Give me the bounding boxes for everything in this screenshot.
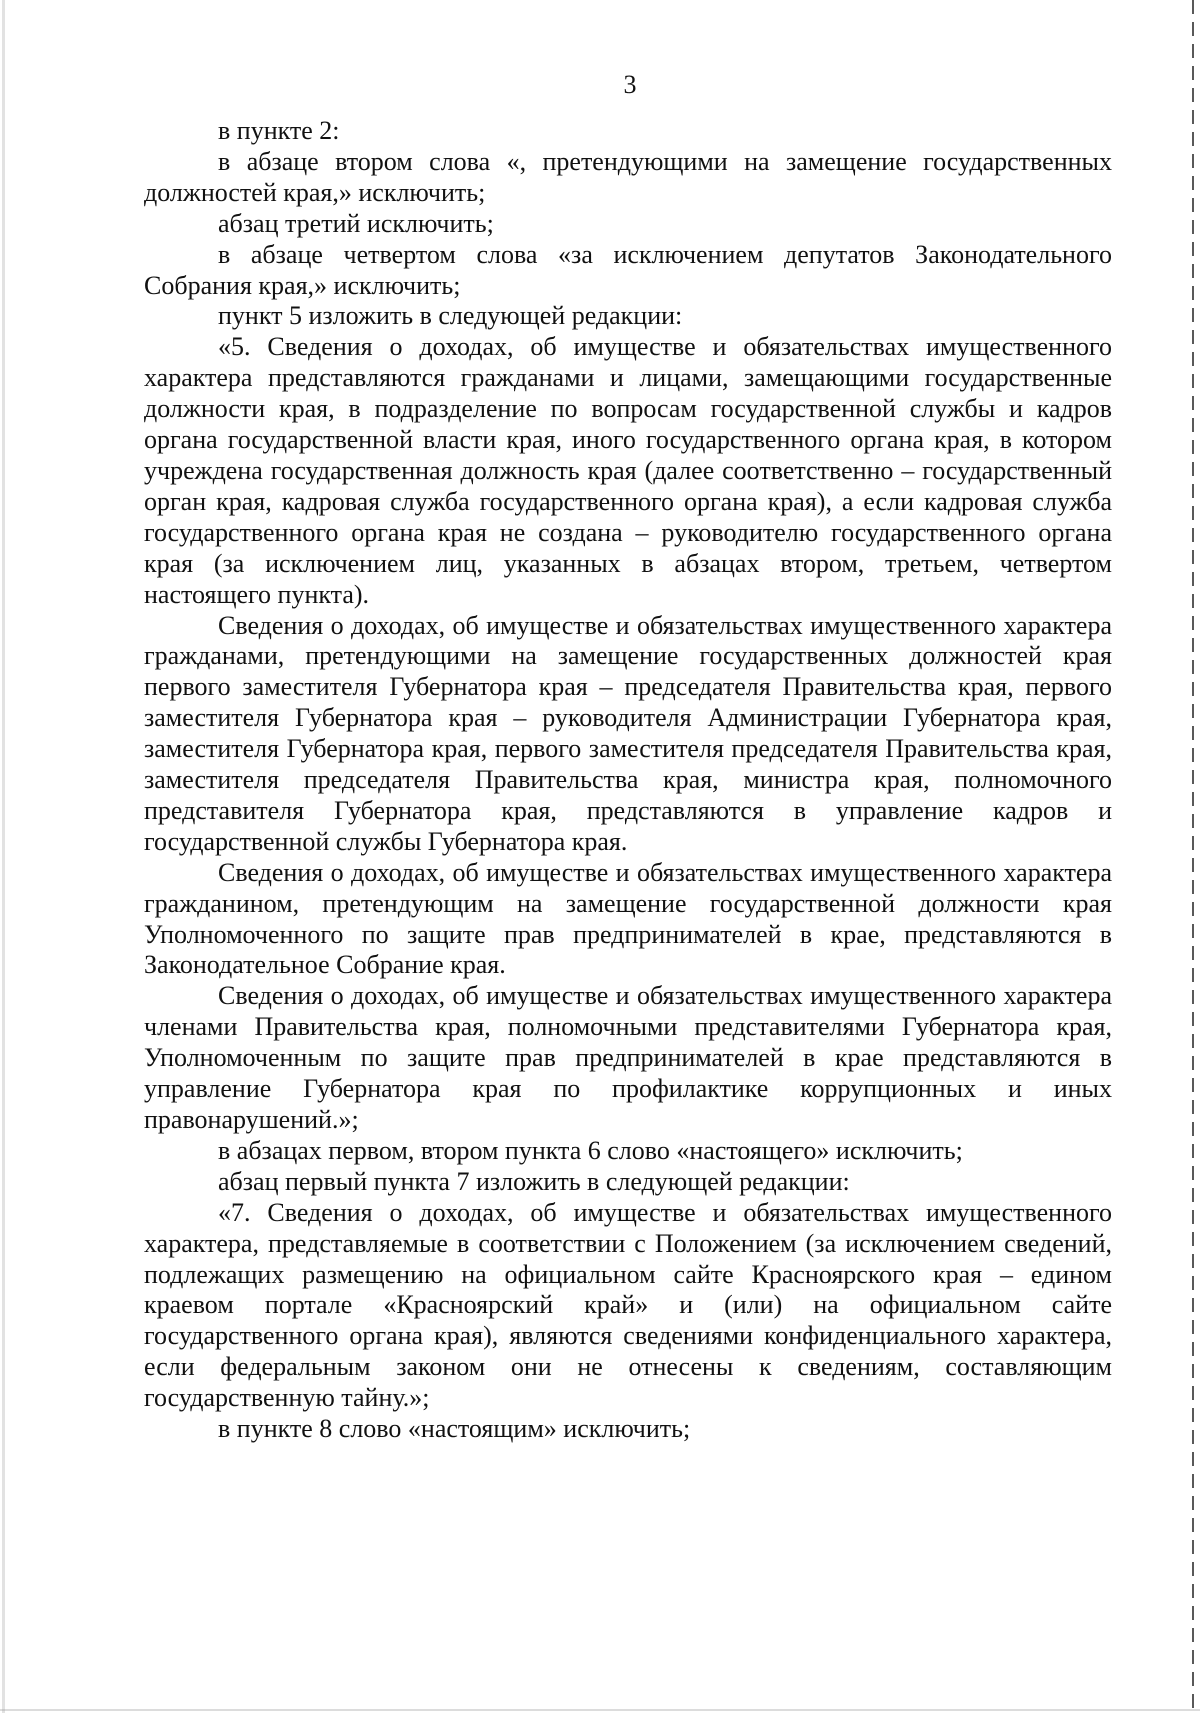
paragraph: абзац первый пункта 7 изложить в следующей редакции: [218,1166,850,1196]
paragraph: пункт 5 изложить в следующей редакции: [218,301,683,331]
paragraph: в абзаце втором слова «, претендующими на замещение государственных должностей края,» исключить; [144,146,1112,207]
paragraph: в абзацах первом, втором пункта 6 слово «настоящего» исключить; [218,1135,963,1165]
paragraph: абзац третий исключить; [218,208,494,238]
scan-border-left [2,0,5,1713]
paragraph: в пункте 8 слово «настоящим» исключить; [218,1414,691,1444]
page-number: 3 [623,70,637,99]
paragraph: Сведения о доходах, об имуществе и обязательствах имущественного характера гражданами, претендующими на замещение государственных должностей края первого заместителя Губернатора края – председателя Правительства края, первого заместителя Губернатора края – руководителя Администрации Губернатора края, заместителя Губернатора края, первого заместителя председателя Правительства края, заместителя председателя Правительства края, министра края, полномочного представителя Губернатора края, представляются в управление кадров и государственной службы Губернатора края. [144,610,1112,856]
paragraph: в абзаце четвертом слова «за исключением депутатов Законодательного Собрания края,» исключить; [144,239,1112,300]
paragraph: Сведения о доходах, об имуществе и обязательствах имущественного характера гражданином, претендующим на замещение государственной должности края Уполномоченного по защите прав предпринимателей в крае, представляются в Законодательное Собрание края. [144,857,1112,980]
paragraph: «7. Сведения о доходах, об имуществе и обязательствах имущественного характера, представляемые в соответствии с Положением (за исключением сведений, подлежащих размещению на официальном сайте Красноярского края – едином краевом портале «Красноярский край» и (или) на официальном сайте государственного органа края), являются сведениями конфиденциального характера, если федеральным законом они не отнесены к сведениям, составляющим государственную тайну.»; [144,1197,1112,1413]
scan-border-bottom [0,1709,1200,1711]
paragraph: Сведения о доходах, об имуществе и обязательствах имущественного характера членами Правительства края, полномочными представителями Губернатора края, Уполномоченным по защите прав предпринимателей в крае представляются в управление Губернатора края по профилактике коррупционных и иных правонарушений.»; [144,981,1112,1134]
paragraph: в пункте 2: [218,116,340,145]
paragraph: «5. Сведения о доходах, об имуществе и обязательствах имущественного характера представляются гражданами и лицами, замещающими государственные должности края, в подразделение по вопросам государственной службы и кадров органа государственной власти края, иного государственного органа края, в котором учреждена государственная должность края (далее соответственно – государственный орган края, кадровая служба государственного органа края), а если кадровая служба государственного органа края не создана – руководителю государственного органа края (за исключением лиц, указанных в абзацах втором, третьем, четвертом настоящего пункта). [144,332,1112,609]
scan-border-right [1192,0,1194,1713]
document-body [144,116,1112,1445]
